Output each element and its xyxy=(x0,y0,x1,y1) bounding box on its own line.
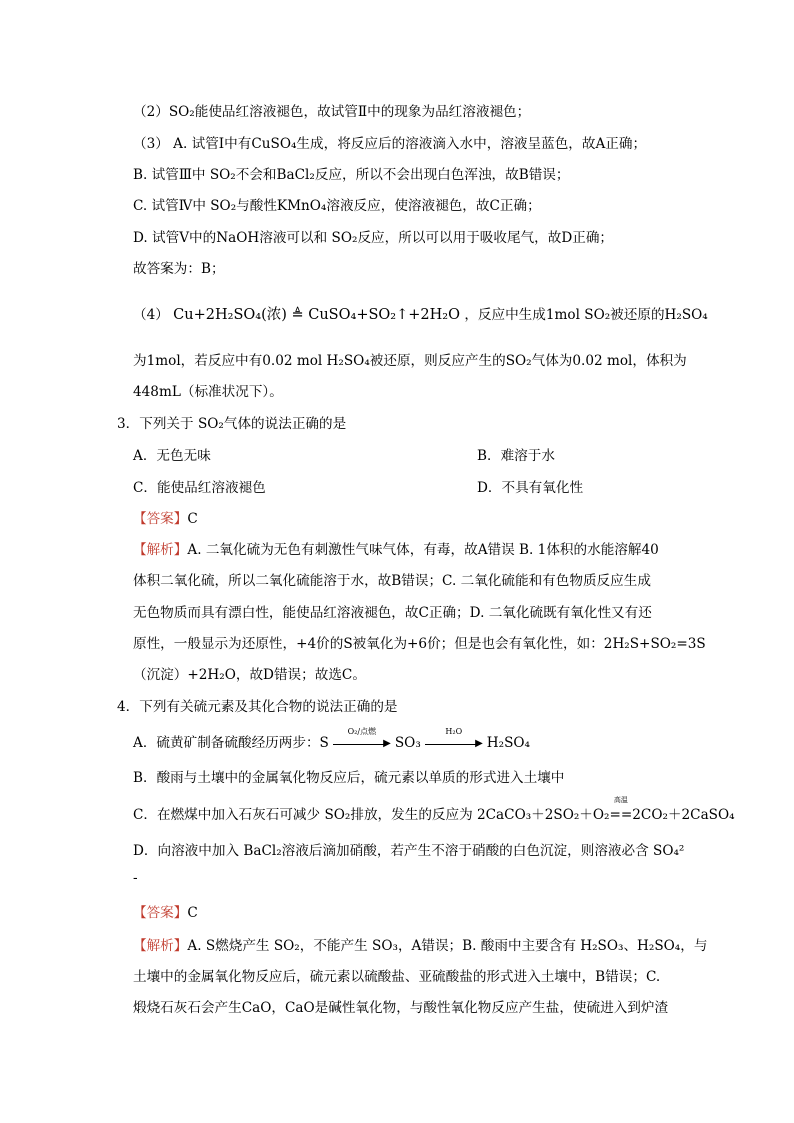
option-c xyxy=(133,796,735,825)
analysis-line: （沉淀）+2H₂O，故D错误；故选C。 xyxy=(133,667,366,683)
option-c-text: C．在燃煤中加入石灰石可减少 SO₂排放，发生的反应为 2CaCO₃＋2SO₂＋O₂ xyxy=(133,807,610,823)
equation-line xyxy=(133,305,708,325)
equals-sign: == xyxy=(609,807,633,823)
answer-value: C xyxy=(187,905,198,921)
option-d: D．向溶液中加入 BaCl₂溶液后滴加硝酸，若产生不溶于硝酸的白色沉淀，则溶液必含 SO₄² xyxy=(133,843,685,859)
analysis-label: 【解析】 xyxy=(133,542,188,558)
reaction-condition xyxy=(609,796,633,825)
reaction-arrow: H₂O ▶ xyxy=(425,738,483,750)
condition-label: 高温 xyxy=(613,796,628,804)
option-b: B．酸雨与土壤中的金属氧化物反应后，硫元素以单质的形式进入土壤中 xyxy=(133,770,565,786)
option-c-products: 2CO₂＋2CaSO₄ xyxy=(632,807,735,823)
text-line: 448mL（标准状况下）。 xyxy=(133,384,283,400)
analysis-line: 原性，一般显示为还原性，+4价的S被氧化为+6价；但是也会有氧化性，如：2H₂S+SO₂=3S xyxy=(133,636,706,652)
text-line: C. 试管Ⅳ中 SO₂与酸性KMnO₄溶液反应，使溶液褪色，故C正确； xyxy=(133,198,541,214)
analysis-line: 体积二氧化硫，所以二氧化硫能溶于水，故B错误；C. 二氧化硫能和有色物质反应生成 xyxy=(133,573,651,589)
text-line: D. 试管Ⅴ中的NaOH溶液可以和 SO₂反应，所以可以用于吸收尾气，故D正确； xyxy=(133,230,614,246)
analysis-text: A. S燃烧产生 SO₂，不能产生 SO₃，A错误；B. 酸雨中主要含有 H₂SO₃、H₂SO₄，与 xyxy=(187,938,708,954)
analysis-line: 土壤中的金属氧化物反应后，硫元素以硫酸盐、亚硫酸盐的形式进入土壤中，B错误；C. xyxy=(133,969,661,985)
answer-line xyxy=(133,903,198,923)
answer-label: 【答案】 xyxy=(133,511,188,527)
option-b: B．难溶于水 xyxy=(477,448,555,464)
analysis-line: 煅烧石灰石会产生CaO，CaO是碱性氧化物，与酸性氧化物反应产生盐，使硫进入到炉渣 xyxy=(133,1000,669,1016)
option-d-continued: - xyxy=(133,870,138,886)
text-line: 故答案为：B； xyxy=(133,261,225,277)
option-a-product: SO₃ xyxy=(394,735,421,751)
question-stem: 4．下列有关硫元素及其化合物的说法正确的是 xyxy=(117,699,398,715)
text-line: （2）SO₂能使品红溶液褪色，故试管Ⅱ中的现象为品红溶液褪色； xyxy=(133,104,531,120)
answer-value: C xyxy=(187,511,198,527)
equation-suffix: ，反应中生成1mol SO₂被还原的H₂SO₄ xyxy=(464,307,708,323)
text-line: （3） A. 试管Ⅰ中有CuSO₄生成，将反应后的溶液滴入水中，溶液呈蓝色，故A正确； xyxy=(133,136,647,152)
analysis-label: 【解析】 xyxy=(133,938,188,954)
option-a: A．无色无味 xyxy=(133,448,211,464)
option-a xyxy=(133,726,530,753)
text-line: B. 试管Ⅲ中 SO₂不会和BaCl₂反应，所以不会出现白色浑浊，故B错误； xyxy=(133,167,570,183)
option-a-final: H₂SO₄ xyxy=(486,735,530,751)
reaction-arrow: O₂/点燃 ▶ xyxy=(333,738,391,750)
analysis-text: A. 二氧化硫为无色有刺激性气味气体，有毒，故A错误 B. 1体积的水能溶解40 xyxy=(187,542,659,558)
answer-line xyxy=(133,509,198,529)
chemical-equation: Cu+2H₂SO₄(浓) ≜ CuSO₄+SO₂↑+2H₂O xyxy=(173,307,460,323)
question-stem: 3．下列关于 SO₂气体的说法正确的是 xyxy=(117,416,347,432)
analysis-line xyxy=(133,540,659,560)
arrow-condition: H₂O xyxy=(445,726,463,736)
analysis-line xyxy=(133,936,707,956)
option-a-text: A．硫黄矿制备硫酸经历两步：S xyxy=(133,735,329,751)
arrow-condition: O₂/点燃 xyxy=(347,726,377,736)
part-label: （4） xyxy=(133,307,169,323)
option-c: C．能使品红溶液褪色 xyxy=(133,480,266,496)
option-d: D．不具有氧化性 xyxy=(477,480,584,496)
text-line: 为1mol，若反应中有0.02 mol H₂SO₄被还原，则反应产生的SO₂气体为0.02 mol，体积为 xyxy=(133,353,687,369)
answer-label: 【答案】 xyxy=(133,905,188,921)
analysis-line: 无色物质而具有漂白性，能使品红溶液褪色，故C正确；D. 二氧化硫既有氧化性又有还 xyxy=(133,605,652,621)
